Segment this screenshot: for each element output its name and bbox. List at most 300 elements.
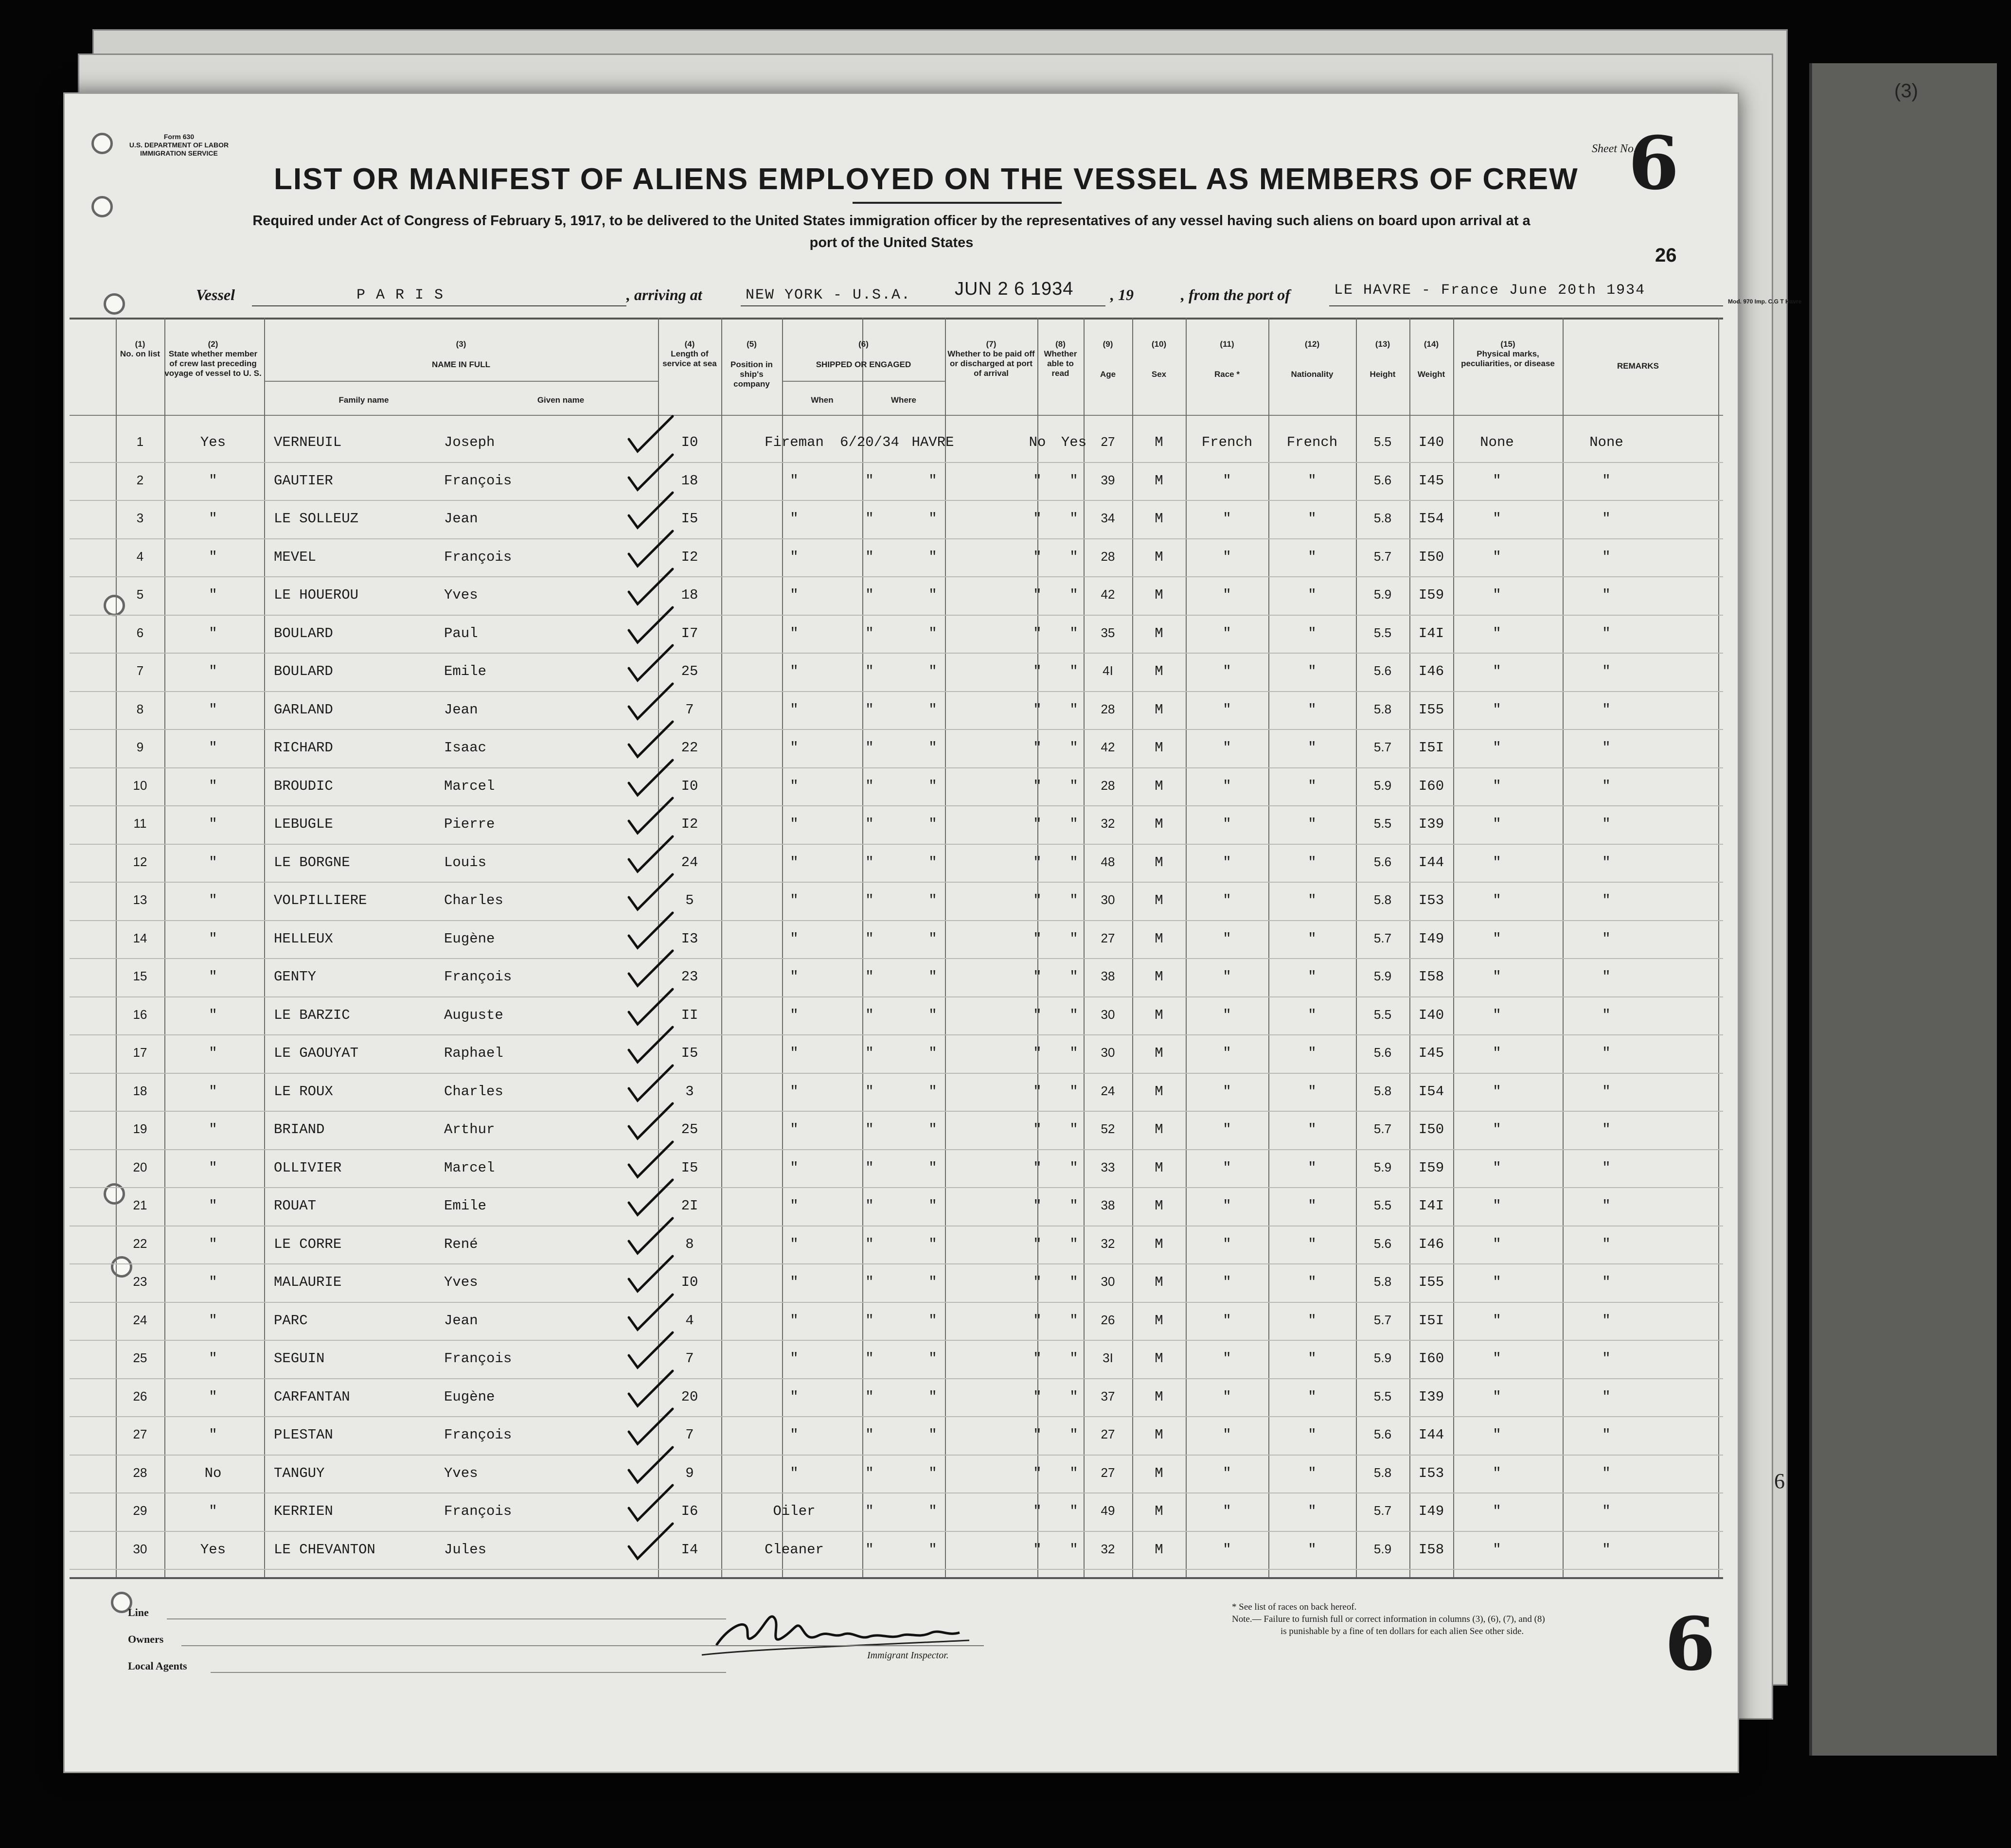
cell-where: " [928,1083,937,1100]
cell-remarks: " [1602,969,1611,985]
cell-no: 15 [133,969,147,983]
col13-header [1356,339,1409,379]
cell-given: Eugène [444,1388,495,1405]
cell-nationality: " [1308,740,1317,756]
column-divider [264,318,265,1577]
cell-height: 5.9 [1373,969,1392,983]
cell-no: 27 [133,1427,147,1441]
cell-given: Pierre [444,816,495,832]
cell-nationality: French [1286,434,1338,450]
cell-prev: " [209,1007,217,1023]
row-rule [70,729,1723,730]
cell-family: LE BORGNE [274,854,350,871]
punch-hole [91,133,113,154]
cell-read: " [1069,854,1078,871]
cell-remarks: " [1602,1045,1611,1061]
cell-service: I7 [681,625,698,641]
given-name-header: Given name [537,395,585,405]
cell-given: Jean [444,1312,478,1329]
where-header: Where [891,395,916,405]
cell-read: " [1069,892,1078,908]
printer-note: Mod. 970 Imp. C.G T Havre [1728,298,1802,305]
cell-no: 30 [133,1541,147,1556]
row-rule [70,1187,1723,1188]
column-divider [1356,318,1357,1577]
cell-position: " [790,1045,799,1061]
cell-race: " [1223,1198,1231,1214]
cell-position: Cleaner [765,1541,824,1558]
cell-sex: M [1155,1045,1163,1061]
cell-given: Jules [444,1541,487,1558]
cell-weight: I44 [1418,1427,1444,1443]
cell-sex: M [1155,1541,1163,1558]
cell-prev: " [209,1503,217,1519]
column-divider [164,318,165,1577]
check-mark-icon [624,412,677,456]
cell-weight: I45 [1418,1045,1444,1061]
cell-when: " [865,1427,874,1443]
cell-position: " [790,472,799,489]
cell-race: " [1223,1236,1231,1252]
row-rule [70,805,1723,806]
binder-strip [1809,63,1997,1756]
cell-service: I2 [681,816,698,832]
check-mark-icon [624,451,677,495]
cell-given: Joseph [444,434,495,450]
check-mark-icon [624,1329,677,1372]
cell-no: 21 [133,1198,147,1212]
cell-family: HELLEUX [274,930,333,947]
cell-position: " [790,1427,799,1443]
cell-age: 42 [1101,587,1115,602]
footnote-note: Note.— Failure to furnish full or correct information in columns (3), (6), (7), and (8) [1232,1614,1545,1624]
cell-nationality: " [1308,1198,1317,1214]
cell-family: TANGUY [274,1465,325,1481]
cell-position: " [790,1274,799,1290]
page-title: LIST OR MANIFEST OF ALIENS EMPLOYED ON THE VESSEL AS MEMBERS OF CREW [274,162,1579,196]
cell-weight: I46 [1418,1236,1444,1252]
cell-height: 5.7 [1373,1121,1392,1136]
cell-service: I0 [681,434,698,450]
side-mark: 6 [1774,1469,1785,1493]
cell-no: 20 [133,1159,147,1174]
cell-given: Eugène [444,930,495,947]
cell-weight: I39 [1418,1388,1444,1405]
cell-where: " [928,1236,937,1252]
row-rule [70,691,1723,692]
date-stamp: JUN 2 6 1934 [955,279,1074,299]
cell-given: Yves [444,1465,478,1481]
cell-weight: I55 [1418,1274,1444,1290]
cell-height: 5.8 [1373,1083,1392,1098]
cell-height: 5.7 [1373,1312,1392,1327]
cell-height: 5.8 [1373,701,1392,716]
row-rule [70,767,1723,768]
cell-nationality: " [1308,1236,1317,1252]
cell-no: 3 [136,511,144,525]
col4-header [658,339,721,369]
cell-weight: I60 [1418,778,1444,794]
cell-height: 5.6 [1373,854,1392,869]
check-mark-icon [624,1405,677,1449]
agents-label: Local Agents [128,1660,187,1672]
cell-weight: I54 [1418,511,1444,527]
row-rule [70,1149,1723,1150]
cell-nationality: " [1308,701,1317,718]
cell-nationality: " [1308,472,1317,489]
cell-where: " [928,1503,937,1519]
cell-height: 5.9 [1373,1159,1392,1174]
cell-weight: I4I [1418,625,1444,641]
check-mark-icon [624,947,677,991]
cell-remarks: " [1602,1427,1611,1443]
cell-height: 5.8 [1373,1274,1392,1289]
cell-when: " [865,701,874,718]
cell-no: 19 [133,1121,147,1136]
cell-when: " [865,549,874,565]
cell-paid: " [1033,1541,1042,1558]
col4-title: Length of service at sea [662,349,717,368]
cell-prev: " [209,549,217,565]
cell-when: " [865,854,874,871]
cell-read: " [1069,549,1078,565]
column-divider [1084,318,1085,1577]
check-mark-stroke [629,1371,673,1406]
cell-sex: M [1155,778,1163,794]
cell-given: François [444,549,512,565]
cell-read: " [1069,778,1078,794]
page-number: 26 [1655,245,1677,266]
cell-where: " [928,1350,937,1367]
cell-family: LEBUGLE [274,816,333,832]
col15-title: Physical marks, peculiarities, or disease [1461,349,1555,368]
check-mark-stroke [629,1027,673,1062]
cell-service: 20 [681,1388,698,1405]
row-rule [70,1378,1723,1379]
cell-when: " [865,663,874,679]
cell-sex: M [1155,1159,1163,1176]
cell-position: " [790,1350,799,1367]
col15-header [1453,339,1563,369]
check-mark-stroke [629,874,673,909]
row-rule [70,1569,1723,1570]
cell-service: I0 [681,778,698,794]
table-top-border [70,318,1723,320]
cell-nationality: " [1308,1350,1317,1367]
cell-service: 7 [685,701,694,718]
col2-number: (2) [208,339,218,349]
cell-position: " [790,1236,799,1252]
col3-number: (3) [456,339,466,349]
check-mark-icon [624,1443,677,1487]
cell-age: 39 [1101,472,1115,487]
cell-nationality: " [1308,1427,1317,1443]
cell-prev: " [209,969,217,985]
cell-race: " [1223,1350,1231,1367]
row-rule [70,1340,1723,1341]
cell-no: 16 [133,1007,147,1022]
cell-service: 7 [685,1427,694,1443]
cell-nationality: " [1308,1121,1317,1137]
cell-marks: " [1493,740,1501,756]
cell-where: " [928,892,937,908]
check-mark-stroke [629,1256,673,1291]
cell-paid: " [1033,1236,1042,1252]
cell-marks: " [1493,1121,1501,1137]
cell-position: " [790,549,799,565]
cell-race: " [1223,816,1231,832]
cell-height: 5.9 [1373,778,1392,793]
cell-position: " [790,969,799,985]
check-mark-stroke [629,1180,673,1215]
cell-age: 24 [1101,1083,1115,1098]
col3-title: NAME IN FULL [432,360,490,369]
cell-paid: " [1033,892,1042,908]
cell-prev: " [209,625,217,641]
check-mark-stroke [629,416,673,451]
cell-nationality: " [1308,511,1317,527]
check-mark-stroke [629,1333,673,1368]
cell-race: " [1223,1159,1231,1176]
cell-family: VOLPILLIERE [274,892,367,908]
cell-when: " [865,1274,874,1290]
arriving-underline [741,305,1105,306]
cell-marks: " [1493,1274,1501,1290]
cell-height: 5.8 [1373,892,1392,907]
cell-no: 22 [133,1236,147,1251]
cell-marks: " [1493,1198,1501,1214]
cell-where: " [928,969,937,985]
cell-race: " [1223,1427,1231,1443]
cell-race: " [1223,549,1231,565]
col13-title: Height [1370,370,1396,379]
cell-race: " [1223,854,1231,871]
name-subheader-line [264,381,658,382]
cell-no: 11 [133,816,147,831]
col9-header [1084,339,1132,379]
cell-family: LE CORRE [274,1236,342,1252]
cell-prev: " [209,1388,217,1405]
cell-family: BOULARD [274,625,333,641]
check-mark-stroke [629,722,673,757]
cell-weight: I60 [1418,1350,1444,1367]
cell-age: 30 [1101,892,1115,907]
col7-number: (7) [986,339,997,349]
cell-sex: M [1155,511,1163,527]
column-divider [721,318,722,1577]
cell-family: BOULARD [274,663,333,679]
col5-title: Position in ship's company [730,360,773,389]
cell-race: " [1223,1541,1231,1558]
col11-header [1186,339,1268,379]
cell-service: 23 [681,969,698,985]
cell-sex: M [1155,587,1163,603]
family-name-header: Family name [338,395,389,405]
cell-when: " [865,1121,874,1137]
check-mark-stroke [629,1524,673,1559]
cell-position: " [790,816,799,832]
cell-prev: Yes [200,1541,226,1558]
cell-service: I3 [681,930,698,947]
cell-race: " [1223,1083,1231,1100]
cell-nationality: " [1308,1465,1317,1481]
cell-paid: " [1033,1045,1042,1061]
cell-age: 35 [1101,625,1115,640]
cell-marks: " [1493,587,1501,603]
cell-service: I5 [681,1045,698,1061]
col8-header [1037,339,1084,378]
col9-title: Age [1100,370,1116,379]
col9-number: (9) [1103,339,1113,349]
cell-where: " [928,930,937,947]
inspector-caption: Immigrant Inspector. [867,1650,949,1661]
year-label: , 19 [1110,286,1134,303]
cell-sex: M [1155,816,1163,832]
column-divider [1037,318,1038,1577]
col6-header [782,339,945,370]
column-divider [862,318,863,1577]
cell-service: 7 [685,1350,694,1367]
cell-remarks: " [1602,587,1611,603]
cell-nationality: " [1308,549,1317,565]
cell-remarks: " [1602,1236,1611,1252]
column-divider [1268,318,1269,1577]
cell-family: BROUDIC [274,778,333,794]
cell-race: " [1223,472,1231,489]
cell-age: 28 [1101,701,1115,716]
cell-marks: " [1493,1427,1501,1443]
sheet-number: 6 [1628,121,1679,206]
cell-given: Marcel [444,778,495,794]
cell-service: 25 [681,663,698,679]
cell-sex: M [1155,1274,1163,1290]
column-divider [782,318,783,1577]
col10-title: Sex [1151,370,1167,379]
cell-weight: I44 [1418,854,1444,871]
cell-when: " [865,778,874,794]
cell-no: 10 [133,778,147,793]
cell-given: Yves [444,587,478,603]
cell-service: I5 [681,1159,698,1176]
subtitle-line2: port of the United States [809,235,974,250]
cell-read: " [1069,1350,1078,1367]
cell-read: " [1069,1465,1078,1481]
subtitle-line1: Required under Act of Congress of February 5, 1917, to be delivered to the United States immigration officer by the representatives of any vessel having such aliens on board upon arrival at a [252,213,1530,229]
cell-remarks: " [1602,1541,1611,1558]
row-rule [70,1455,1723,1456]
cell-read: " [1069,472,1078,489]
check-mark-icon [624,680,677,724]
cell-family: LE CHEVANTON [274,1541,375,1558]
cell-family: LE BARZIC [274,1007,350,1023]
cell-paid: " [1033,740,1042,756]
check-mark-stroke [629,798,673,833]
cell-position: " [790,854,799,871]
column-divider [1563,318,1564,1577]
cell-when: " [865,1045,874,1061]
col14-header [1409,339,1453,379]
column-divider [1409,318,1410,1577]
cell-position: " [790,1159,799,1176]
cell-sex: M [1155,930,1163,947]
cell-given: Charles [444,892,503,908]
cell-position: " [790,701,799,718]
cell-age: 32 [1101,1236,1115,1251]
cell-nationality: " [1308,663,1317,679]
cell-remarks: None [1589,434,1623,450]
cell-no: 4 [136,549,144,564]
row-rule [70,882,1723,883]
cell-sex: M [1155,740,1163,756]
cell-paid: " [1033,1312,1042,1329]
cell-service: I5 [681,511,698,527]
cell-weight: I50 [1418,549,1444,565]
cell-service: 2I [681,1198,698,1214]
cell-marks: " [1493,663,1501,679]
cell-position: " [790,892,799,908]
cell-where: " [928,816,937,832]
cell-read: " [1069,625,1078,641]
row-rule [70,462,1723,463]
cell-marks: " [1493,1083,1501,1100]
check-mark-stroke [629,951,673,986]
form-number: Form 630 [163,133,195,141]
row-rule [70,996,1723,997]
cell-remarks: " [1602,1465,1611,1481]
arriving-label: , arriving at [626,286,702,303]
cell-read: " [1069,1312,1078,1329]
cell-marks: " [1493,511,1501,527]
cell-read: " [1069,816,1078,832]
cell-where: " [928,472,937,489]
cell-weight: I49 [1418,930,1444,947]
cell-where: " [928,1007,937,1023]
cell-read: " [1069,663,1078,679]
cell-given: Yves [444,1274,478,1290]
cell-weight: I4I [1418,1198,1444,1214]
from-port: LE HAVRE - France June 20th 1934 [1334,282,1646,299]
cell-given: François [444,1427,512,1443]
col11-title: Race * [1214,370,1240,379]
cell-position: " [790,1198,799,1214]
cell-marks: " [1493,816,1501,832]
cell-remarks: " [1602,1083,1611,1100]
cell-weight: I5I [1418,740,1444,756]
cell-weight: I39 [1418,816,1444,832]
cell-remarks: " [1602,740,1611,756]
cell-read: " [1069,969,1078,985]
cell-no: 18 [133,1083,147,1098]
cell-no: 25 [133,1350,147,1365]
check-mark-icon [624,1520,677,1564]
cell-marks: None [1480,434,1514,450]
cell-nationality: " [1308,1503,1317,1519]
cell-weight: I53 [1418,1465,1444,1481]
cell-given: François [444,1350,512,1367]
cell-nationality: " [1308,625,1317,641]
col5-header [721,339,782,389]
cell-family: LE SOLLEUZ [274,511,359,527]
corner-mark: (3) [1894,80,1918,102]
cell-no: 24 [133,1312,147,1327]
check-mark-icon [624,1023,677,1067]
cell-race: " [1223,1045,1231,1061]
cell-where: " [928,740,937,756]
check-mark-icon [624,756,677,800]
cell-paid: " [1033,1465,1042,1481]
arriving-port: NEW YORK - U.S.A. [746,287,911,303]
col14-number: (14) [1424,339,1439,349]
